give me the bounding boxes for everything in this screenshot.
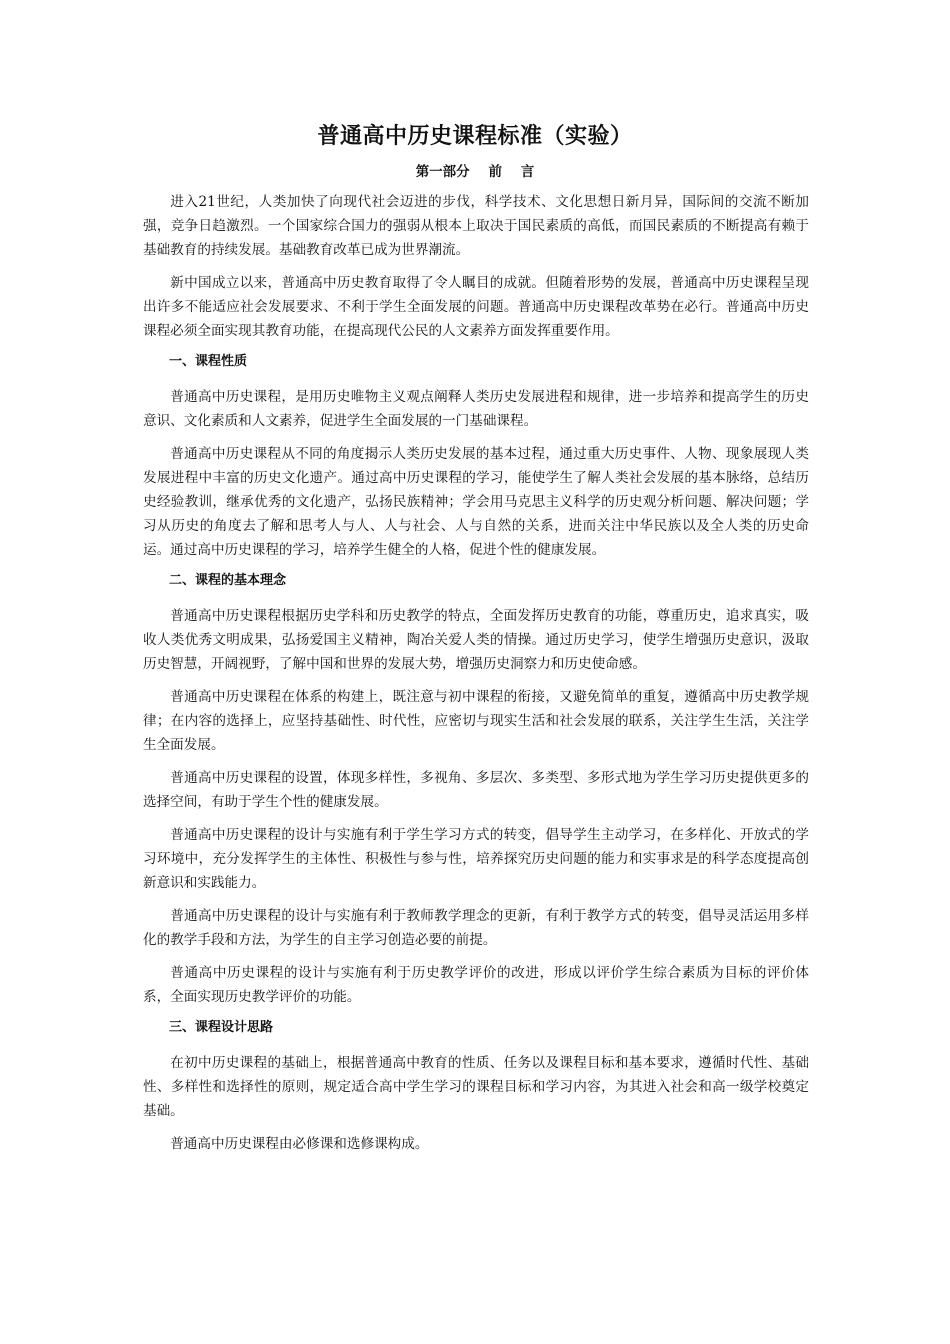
section-heading: 一、课程性质 (169, 354, 248, 369)
section-heading: 二、课程的基本理念 (169, 573, 287, 588)
section-heading: 三、课程设计思路 (169, 1020, 274, 1035)
paragraph: 普通高中历史课程由必修课和选修课构成。 (170, 1136, 429, 1152)
paragraph: 进入21世纪，人类加快了向现代社会迈进的步伐，科学技术、文化思想日新月异，国际间的交流不断加强，竞争日趋激烈。一个国家综合国力的强弱从根本上取决于国民素质的高低，而国民素质的不断提高有赖于基础教育的持续发展。基础教育改革已成为世界潮流。 (143, 194, 809, 258)
paragraph: 普通高中历史课程的设计与实施有利于历史教学评价的改进，形成以评价学生综合素质为目标的评价体系，全面实现历史教学评价的功能。 (143, 965, 809, 1005)
paragraph: 普通高中历史课程在体系的构建上，既注意与初中课程的衔接，又避免简单的重复，遵循高中历史教学规律；在内容的选择上，应坚持基础性、时代性，应密切与现实生活和社会发展的联系，关注学生生活，关注学生全面发展。 (143, 689, 809, 753)
paragraph: 普通高中历史课程从不同的角度揭示人类历史发展的基本过程，通过重大历史事件、人物、现象展现人类发展进程中丰富的历史文化遗产。通过高中历史课程的学习，能使学生了解人类社会发展的基本脉络，总结历史经验教训，继承优秀的文化遗产，弘扬民族精神；学会用马克思主义科学的历史观分析问题、解决问题；学习从历史的角度去了解和思考人与人、人与社会、人与自然的关系，进而关注中华民族以及全人类的历史命运。通过高中历史课程的学习，培养学生健全的人格，促进个性的健康发展。 (143, 446, 809, 558)
paragraph: 普通高中历史课程的设置，体现多样性，多视角、多层次、多类型、多形式地为学生学习历史提供更多的选择空间，有助于学生个性的健康发展。 (143, 770, 809, 810)
document-body (143, 190, 809, 1165)
paragraph: 普通高中历史课程根据历史学科和历史教学的特点，全面发挥历史教育的功能，尊重历史，追求真实，吸收人类优秀文明成果，弘扬爱国主义精神，陶冶关爱人类的情操。通过历史学习，使学生增强历史意识，汲取历史智慧，开阔视野，了解中国和世界的发展大势，增强历史洞察力和历史使命感。 (143, 608, 809, 672)
paragraph: 普通高中历史课程的设计与实施有利于学生学习方式的转变，倡导学生主动学习，在多样化、开放式的学习环境中，充分发挥学生的主体性、积极性与参与性，培养探究历史问题的能力和实事求是的科学态度提高创新意识和实践能力。 (143, 827, 809, 891)
section-subtitle: 第一部分 前 言 (415, 164, 535, 180)
paragraph: 在初中历史课程的基础上，根据普通高中教育的性质、任务以及课程目标和基本要求，遵循时代性、基础性、多样性和选择性的原则，规定适合高中学生学习的课程目标和学习内容，为其进入社会和高一级学校奠定基础。 (143, 1055, 809, 1119)
document-title: 普通高中历史课程标准（实验） (317, 124, 633, 149)
paragraph: 普通高中历史课程，是用历史唯物主义观点阐释人类历史发展进程和规律，进一步培养和提高学生的历史意识、文化素质和人文素养，促进学生全面发展的一门基础课程。 (143, 389, 809, 429)
paragraph: 新中国成立以来，普通高中历史教育取得了令人瞩目的成就。但随着形势的发展，普通高中历史课程呈现出许多不能适应社会发展要求、不利于学生全面发展的问题。普通高中历史课程改革势在必行。普通高中历史课程必须全面实现其教育功能，在提高现代公民的人文素养方面发挥重要作用。 (143, 275, 809, 339)
paragraph: 普通高中历史课程的设计与实施有利于教师教学理念的更新，有利于教学方式的转变，倡导灵活运用多样化的教学手段和方法，为学生的自主学习创造必要的前提。 (143, 908, 809, 948)
